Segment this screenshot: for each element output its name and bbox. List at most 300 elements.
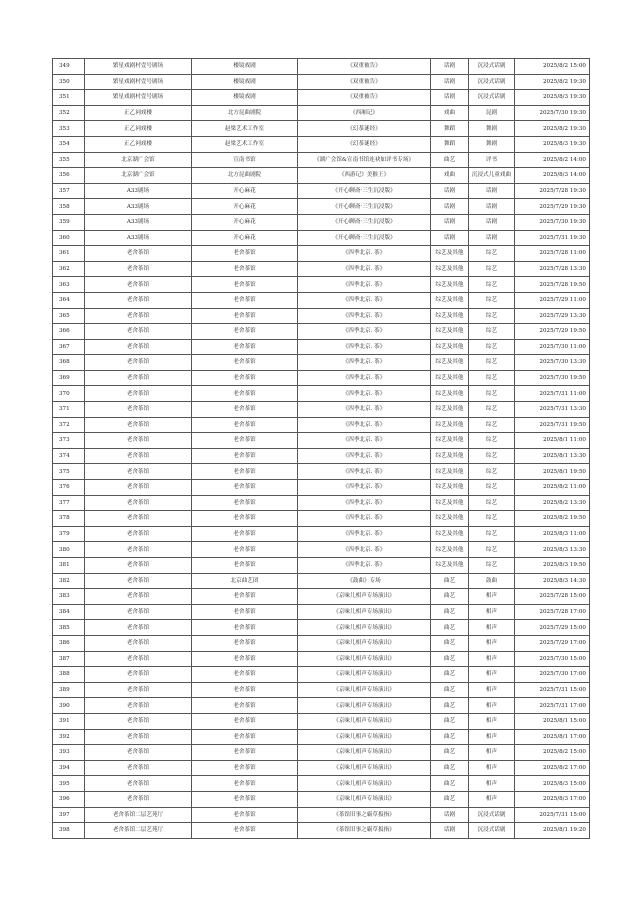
category-cell: 综艺及其他 xyxy=(431,355,469,371)
row-number-cell: 375 xyxy=(53,464,85,480)
genre-cell: 相声 xyxy=(469,667,515,683)
datetime-cell: 2025/8/2 17:00 xyxy=(515,760,590,776)
datetime-cell: 2025/7/31 15:00 xyxy=(515,682,590,698)
row-number-cell: 389 xyxy=(53,682,85,698)
organizer-cell: 老舍茶馆 xyxy=(192,558,298,574)
venue-cell: 老舍茶馆 xyxy=(85,495,192,511)
program-title-cell: 《幻茶谜经》 xyxy=(298,121,431,137)
row-number-cell: 361 xyxy=(53,246,85,262)
datetime-cell: 2025/7/29 11:00 xyxy=(515,292,590,308)
organizer-cell: 老舍茶馆 xyxy=(192,823,298,839)
venue-cell: 老舍茶馆 xyxy=(85,791,192,807)
row-number-cell: 371 xyxy=(53,402,85,418)
program-title-cell: 《四季北京. 茶》 xyxy=(298,355,431,371)
row-number-cell: 390 xyxy=(53,698,85,714)
organizer-cell: 老舍茶馆 xyxy=(192,324,298,340)
category-cell: 舞蹈 xyxy=(431,121,469,137)
venue-cell: 繁星戏剧村壹号剧场 xyxy=(85,74,192,90)
organizer-cell: 宣南书馆 xyxy=(192,152,298,168)
table-row xyxy=(53,386,590,402)
datetime-cell: 2025/7/29 13:30 xyxy=(515,308,590,324)
row-number-cell: 392 xyxy=(53,729,85,745)
genre-cell: 综艺 xyxy=(469,370,515,386)
venue-cell: 老舍茶馆 xyxy=(85,370,192,386)
venue-cell: 北京湖广会馆 xyxy=(85,168,192,184)
organizer-cell: 老舍茶馆 xyxy=(192,355,298,371)
row-number-cell: 363 xyxy=(53,277,85,293)
program-title-cell: 《幻茶谜经》 xyxy=(298,136,431,152)
datetime-cell: 2025/8/3 11:00 xyxy=(515,526,590,542)
genre-cell: 昆剧 xyxy=(469,105,515,121)
venue-cell: 老舍茶馆 xyxy=(85,246,192,262)
row-number-cell: 354 xyxy=(53,136,85,152)
table-row xyxy=(53,760,590,776)
venue-cell: 老舍茶馆 xyxy=(85,729,192,745)
venue-cell: 繁星戏剧村壹号剧场 xyxy=(85,59,192,75)
venue-cell: 正乙祠戏楼 xyxy=(85,136,192,152)
row-number-cell: 368 xyxy=(53,355,85,371)
table-row xyxy=(53,589,590,605)
category-cell: 曲艺 xyxy=(431,729,469,745)
datetime-cell: 2025/8/2 11:00 xyxy=(515,480,590,496)
program-title-cell: 《四季北京. 茶》 xyxy=(298,433,431,449)
datetime-cell: 2025/8/1 19:50 xyxy=(515,464,590,480)
organizer-cell: 老舍茶馆 xyxy=(192,417,298,433)
venue-cell: A33剧场 xyxy=(85,183,192,199)
genre-cell: 沉浸式儿童戏曲 xyxy=(469,168,515,184)
row-number-cell: 376 xyxy=(53,480,85,496)
row-number-cell: 370 xyxy=(53,386,85,402)
program-title-cell: 《四季北京. 茶》 xyxy=(298,558,431,574)
table-row xyxy=(53,713,590,729)
program-title-cell: 《四季北京. 茶》 xyxy=(298,277,431,293)
row-number-cell: 373 xyxy=(53,433,85,449)
category-cell: 曲艺 xyxy=(431,667,469,683)
datetime-cell: 2025/8/3 19:30 xyxy=(515,136,590,152)
table-row xyxy=(53,339,590,355)
datetime-cell: 2025/7/29 19:30 xyxy=(515,199,590,215)
organizer-cell: 老舍茶馆 xyxy=(192,713,298,729)
program-title-cell: 《开心聊斋·三生沉浸版》 xyxy=(298,199,431,215)
genre-cell: 话剧 xyxy=(469,183,515,199)
datetime-cell: 2025/8/3 17:00 xyxy=(515,791,590,807)
genre-cell: 综艺 xyxy=(469,308,515,324)
venue-cell: 老舍茶馆 xyxy=(85,651,192,667)
category-cell: 综艺及其他 xyxy=(431,448,469,464)
genre-cell: 沉浸式话剧 xyxy=(469,59,515,75)
venue-cell: 繁星戏剧村壹号剧场 xyxy=(85,90,192,106)
row-number-cell: 380 xyxy=(53,542,85,558)
row-number-cell: 398 xyxy=(53,823,85,839)
genre-cell: 沉浸式话剧 xyxy=(469,807,515,823)
row-number-cell: 374 xyxy=(53,448,85,464)
table-row xyxy=(53,729,590,745)
program-title-cell: 《京味儿相声专场演出》 xyxy=(298,791,431,807)
genre-cell: 综艺 xyxy=(469,448,515,464)
datetime-cell: 2025/7/31 17:00 xyxy=(515,698,590,714)
row-number-cell: 358 xyxy=(53,199,85,215)
venue-cell: 老舍茶馆 xyxy=(85,433,192,449)
organizer-cell: 老舍茶馆 xyxy=(192,620,298,636)
genre-cell: 综艺 xyxy=(469,542,515,558)
venue-cell: 老舍茶馆 xyxy=(85,760,192,776)
table-row xyxy=(53,417,590,433)
category-cell: 话剧 xyxy=(431,214,469,230)
category-cell: 曲艺 xyxy=(431,620,469,636)
program-title-cell: 《鼓曲》专场 xyxy=(298,573,431,589)
datetime-cell: 2025/8/3 14:00 xyxy=(515,168,590,184)
table-row xyxy=(53,745,590,761)
row-number-cell: 378 xyxy=(53,511,85,527)
organizer-cell: 老舍茶馆 xyxy=(192,791,298,807)
genre-cell: 相声 xyxy=(469,620,515,636)
category-cell: 曲艺 xyxy=(431,635,469,651)
genre-cell: 相声 xyxy=(469,682,515,698)
datetime-cell: 2025/7/31 15:00 xyxy=(515,807,590,823)
genre-cell: 综艺 xyxy=(469,417,515,433)
category-cell: 话剧 xyxy=(431,183,469,199)
category-cell: 话剧 xyxy=(431,230,469,246)
table-row xyxy=(53,698,590,714)
row-number-cell: 356 xyxy=(53,168,85,184)
genre-cell: 沉浸式话剧 xyxy=(469,823,515,839)
datetime-cell: 2025/7/29 17:00 xyxy=(515,635,590,651)
table-row xyxy=(53,807,590,823)
table-row xyxy=(53,823,590,839)
organizer-cell: 老舍茶馆 xyxy=(192,589,298,605)
genre-cell: 相声 xyxy=(469,604,515,620)
genre-cell: 鼓曲 xyxy=(469,573,515,589)
category-cell: 曲艺 xyxy=(431,682,469,698)
program-title-cell: 《双重被告》 xyxy=(298,90,431,106)
table-row xyxy=(53,682,590,698)
organizer-cell: 老舍茶馆 xyxy=(192,339,298,355)
program-title-cell: 《四季北京. 茶》 xyxy=(298,261,431,277)
table-row xyxy=(53,230,590,246)
organizer-cell: 老舍茶馆 xyxy=(192,729,298,745)
datetime-cell: 2025/7/29 19:50 xyxy=(515,324,590,340)
program-title-cell: 《四季北京. 茶》 xyxy=(298,448,431,464)
table-row xyxy=(53,526,590,542)
table-row xyxy=(53,277,590,293)
table-row xyxy=(53,464,590,480)
organizer-cell: 老舍茶馆 xyxy=(192,433,298,449)
row-number-cell: 393 xyxy=(53,745,85,761)
row-number-cell: 383 xyxy=(53,589,85,605)
table-row xyxy=(53,402,590,418)
organizer-cell: 老舍茶馆 xyxy=(192,667,298,683)
program-title-cell: 《京味儿相声专场演出》 xyxy=(298,682,431,698)
program-title-cell: 《京味儿相声专场演出》 xyxy=(298,635,431,651)
category-cell: 综艺及其他 xyxy=(431,495,469,511)
program-title-cell: 《西游记》美猴王》 xyxy=(298,168,431,184)
venue-cell: 老舍茶馆 xyxy=(85,558,192,574)
category-cell: 综艺及其他 xyxy=(431,558,469,574)
genre-cell: 相声 xyxy=(469,651,515,667)
genre-cell: 综艺 xyxy=(469,433,515,449)
row-number-cell: 352 xyxy=(53,105,85,121)
venue-cell: 老舍茶馆 xyxy=(85,745,192,761)
genre-cell: 相声 xyxy=(469,589,515,605)
table-row xyxy=(53,448,590,464)
genre-cell: 综艺 xyxy=(469,324,515,340)
table-row xyxy=(53,308,590,324)
datetime-cell: 2025/8/3 19:30 xyxy=(515,90,590,106)
datetime-cell: 2025/8/2 19:30 xyxy=(515,121,590,137)
organizer-cell: 老舍茶馆 xyxy=(192,526,298,542)
program-title-cell: 《双重被告》 xyxy=(298,59,431,75)
datetime-cell: 2025/7/28 17:00 xyxy=(515,604,590,620)
venue-cell: 正乙祠戏楼 xyxy=(85,105,192,121)
category-cell: 曲艺 xyxy=(431,760,469,776)
datetime-cell: 2025/8/2 19:30 xyxy=(515,74,590,90)
organizer-cell: 开心麻花 xyxy=(192,214,298,230)
datetime-cell: 2025/7/30 19:30 xyxy=(515,214,590,230)
organizer-cell: 老舍茶馆 xyxy=(192,292,298,308)
venue-cell: 老舍茶馆 xyxy=(85,604,192,620)
program-title-cell: 《西厢记》 xyxy=(298,105,431,121)
table-row xyxy=(53,573,590,589)
program-title-cell: 《湖广会馆&宣南书馆连袂如评书专场》 xyxy=(298,152,431,168)
datetime-cell: 2025/7/29 15:00 xyxy=(515,620,590,636)
datetime-cell: 2025/7/30 17:00 xyxy=(515,667,590,683)
venue-cell: 老舍茶馆 xyxy=(85,713,192,729)
program-title-cell: 《双重被告》 xyxy=(298,74,431,90)
row-number-cell: 367 xyxy=(53,339,85,355)
organizer-cell: 老舍茶馆 xyxy=(192,308,298,324)
category-cell: 综艺及其他 xyxy=(431,308,469,324)
program-title-cell: 《四季北京. 茶》 xyxy=(298,308,431,324)
datetime-cell: 2025/8/2 13:30 xyxy=(515,495,590,511)
program-title-cell: 《京味儿相声专场演出》 xyxy=(298,760,431,776)
genre-cell: 相声 xyxy=(469,635,515,651)
venue-cell: 老舍茶馆 xyxy=(85,698,192,714)
table-row xyxy=(53,121,590,137)
table-row xyxy=(53,355,590,371)
program-title-cell: 《京味儿相声专场演出》 xyxy=(298,589,431,605)
organizer-cell: 老舍茶馆 xyxy=(192,511,298,527)
venue-cell: 老舍茶馆 xyxy=(85,308,192,324)
organizer-cell: 老舍茶馆 xyxy=(192,261,298,277)
datetime-cell: 2025/7/31 11:00 xyxy=(515,386,590,402)
organizer-cell: 楼镜戏剧 xyxy=(192,90,298,106)
category-cell: 曲艺 xyxy=(431,776,469,792)
organizer-cell: 老舍茶馆 xyxy=(192,402,298,418)
venue-cell: 老舍茶馆 xyxy=(85,464,192,480)
program-title-cell: 《四季北京. 茶》 xyxy=(298,339,431,355)
datetime-cell: 2025/7/28 15:00 xyxy=(515,589,590,605)
genre-cell: 综艺 xyxy=(469,495,515,511)
category-cell: 戏曲 xyxy=(431,105,469,121)
program-title-cell: 《四季北京. 茶》 xyxy=(298,511,431,527)
program-title-cell: 《开心聊斋·三生沉浸版》 xyxy=(298,230,431,246)
genre-cell: 综艺 xyxy=(469,246,515,262)
organizer-cell: 老舍茶馆 xyxy=(192,495,298,511)
organizer-cell: 老舍茶馆 xyxy=(192,776,298,792)
venue-cell: 老舍茶馆 xyxy=(85,417,192,433)
category-cell: 话剧 xyxy=(431,59,469,75)
program-title-cell: 《京味儿相声专场演出》 xyxy=(298,776,431,792)
datetime-cell: 2025/7/31 13:30 xyxy=(515,402,590,418)
genre-cell: 相声 xyxy=(469,713,515,729)
venue-cell: 老舍茶馆 xyxy=(85,261,192,277)
program-title-cell: 《京味儿相声专场演出》 xyxy=(298,620,431,636)
genre-cell: 相声 xyxy=(469,729,515,745)
genre-cell: 综艺 xyxy=(469,339,515,355)
genre-cell: 综艺 xyxy=(469,261,515,277)
organizer-cell: 老舍茶馆 xyxy=(192,448,298,464)
venue-cell: 老舍茶馆 xyxy=(85,277,192,293)
program-title-cell: 《开心聊斋·三生沉浸版》 xyxy=(298,214,431,230)
row-number-cell: 366 xyxy=(53,324,85,340)
row-number-cell: 349 xyxy=(53,59,85,75)
organizer-cell: 老舍茶馆 xyxy=(192,480,298,496)
row-number-cell: 357 xyxy=(53,183,85,199)
genre-cell: 舞剧 xyxy=(469,136,515,152)
table-row xyxy=(53,433,590,449)
category-cell: 综艺及其他 xyxy=(431,417,469,433)
table-row xyxy=(53,74,590,90)
organizer-cell: 老舍茶馆 xyxy=(192,635,298,651)
table-row xyxy=(53,495,590,511)
row-number-cell: 395 xyxy=(53,776,85,792)
datetime-cell: 2025/7/30 13:30 xyxy=(515,355,590,371)
table-row xyxy=(53,152,590,168)
category-cell: 曲艺 xyxy=(431,698,469,714)
organizer-cell: 老舍茶馆 xyxy=(192,745,298,761)
schedule-rows xyxy=(53,59,590,839)
genre-cell: 综艺 xyxy=(469,402,515,418)
organizer-cell: 老舍茶馆 xyxy=(192,760,298,776)
genre-cell: 综艺 xyxy=(469,355,515,371)
category-cell: 戏曲 xyxy=(431,168,469,184)
program-title-cell: 《开心聊斋·三生沉浸版》 xyxy=(298,183,431,199)
category-cell: 综艺及其他 xyxy=(431,324,469,340)
genre-cell: 综艺 xyxy=(469,511,515,527)
organizer-cell: 老舍茶馆 xyxy=(192,807,298,823)
category-cell: 话剧 xyxy=(431,199,469,215)
row-number-cell: 396 xyxy=(53,791,85,807)
datetime-cell: 2025/7/28 19:50 xyxy=(515,277,590,293)
row-number-cell: 377 xyxy=(53,495,85,511)
category-cell: 话剧 xyxy=(431,807,469,823)
organizer-cell: 老舍茶馆 xyxy=(192,604,298,620)
organizer-cell: 老舍茶馆 xyxy=(192,651,298,667)
table-row xyxy=(53,542,590,558)
datetime-cell: 2025/8/2 14:00 xyxy=(515,152,590,168)
category-cell: 曲艺 xyxy=(431,152,469,168)
table-row xyxy=(53,292,590,308)
table-row xyxy=(53,370,590,386)
venue-cell: 老舍茶馆 xyxy=(85,526,192,542)
row-number-cell: 385 xyxy=(53,620,85,636)
row-number-cell: 355 xyxy=(53,152,85,168)
category-cell: 话剧 xyxy=(431,823,469,839)
category-cell: 综艺及其他 xyxy=(431,246,469,262)
venue-cell: 老舍茶馆 xyxy=(85,635,192,651)
organizer-cell: 开心麻花 xyxy=(192,230,298,246)
table-row xyxy=(53,246,590,262)
datetime-cell: 2025/8/3 13:30 xyxy=(515,542,590,558)
category-cell: 曲艺 xyxy=(431,651,469,667)
program-title-cell: 《四季北京. 茶》 xyxy=(298,370,431,386)
datetime-cell: 2025/7/31 19:50 xyxy=(515,417,590,433)
venue-cell: 老舍茶馆 xyxy=(85,339,192,355)
organizer-cell: 北京曲艺团 xyxy=(192,573,298,589)
genre-cell: 话剧 xyxy=(469,214,515,230)
table-row xyxy=(53,651,590,667)
table-row xyxy=(53,558,590,574)
category-cell: 综艺及其他 xyxy=(431,370,469,386)
genre-cell: 综艺 xyxy=(469,526,515,542)
program-title-cell: 《京味儿相声专场演出》 xyxy=(298,651,431,667)
category-cell: 综艺及其他 xyxy=(431,480,469,496)
venue-cell: 老舍茶馆二层艺苑厅 xyxy=(85,823,192,839)
datetime-cell: 2025/8/3 19:50 xyxy=(515,558,590,574)
category-cell: 话剧 xyxy=(431,90,469,106)
schedule-table xyxy=(52,58,590,839)
table-row xyxy=(53,511,590,527)
row-number-cell: 386 xyxy=(53,635,85,651)
venue-cell: 老舍茶馆 xyxy=(85,776,192,792)
genre-cell: 综艺 xyxy=(469,386,515,402)
datetime-cell: 2025/7/30 19:30 xyxy=(515,105,590,121)
row-number-cell: 353 xyxy=(53,121,85,137)
datetime-cell: 2025/8/1 15:00 xyxy=(515,713,590,729)
organizer-cell: 北方昆曲剧院 xyxy=(192,168,298,184)
program-title-cell: 《四季北京. 茶》 xyxy=(298,526,431,542)
category-cell: 曲艺 xyxy=(431,745,469,761)
table-row xyxy=(53,635,590,651)
row-number-cell: 397 xyxy=(53,807,85,823)
category-cell: 综艺及其他 xyxy=(431,292,469,308)
organizer-cell: 开心麻花 xyxy=(192,199,298,215)
venue-cell: 老舍茶馆 xyxy=(85,386,192,402)
genre-cell: 舞剧 xyxy=(469,121,515,137)
venue-cell: 老舍茶馆 xyxy=(85,542,192,558)
row-number-cell: 372 xyxy=(53,417,85,433)
row-number-cell: 391 xyxy=(53,713,85,729)
program-title-cell: 《四季北京. 茶》 xyxy=(298,495,431,511)
datetime-cell: 2025/7/28 11:00 xyxy=(515,246,590,262)
category-cell: 综艺及其他 xyxy=(431,464,469,480)
datetime-cell: 2025/8/1 19:20 xyxy=(515,823,590,839)
genre-cell: 沉浸式话剧 xyxy=(469,90,515,106)
venue-cell: 正乙祠戏楼 xyxy=(85,121,192,137)
program-title-cell: 《四季北京. 茶》 xyxy=(298,386,431,402)
category-cell: 综艺及其他 xyxy=(431,526,469,542)
row-number-cell: 351 xyxy=(53,90,85,106)
category-cell: 舞蹈 xyxy=(431,136,469,152)
genre-cell: 综艺 xyxy=(469,558,515,574)
datetime-cell: 2025/8/2 15:00 xyxy=(515,59,590,75)
program-title-cell: 《京味儿相声专场演出》 xyxy=(298,667,431,683)
genre-cell: 相声 xyxy=(469,776,515,792)
organizer-cell: 老舍茶馆 xyxy=(192,698,298,714)
program-title-cell: 《四季北京. 茶》 xyxy=(298,324,431,340)
program-title-cell: 《四季北京. 茶》 xyxy=(298,402,431,418)
table-row xyxy=(53,90,590,106)
category-cell: 综艺及其他 xyxy=(431,261,469,277)
genre-cell: 综艺 xyxy=(469,464,515,480)
venue-cell: 老舍茶馆 xyxy=(85,292,192,308)
genre-cell: 话剧 xyxy=(469,199,515,215)
category-cell: 曲艺 xyxy=(431,573,469,589)
organizer-cell: 老舍茶馆 xyxy=(192,682,298,698)
row-number-cell: 359 xyxy=(53,214,85,230)
organizer-cell: 老舍茶馆 xyxy=(192,542,298,558)
datetime-cell: 2025/8/1 13:30 xyxy=(515,448,590,464)
